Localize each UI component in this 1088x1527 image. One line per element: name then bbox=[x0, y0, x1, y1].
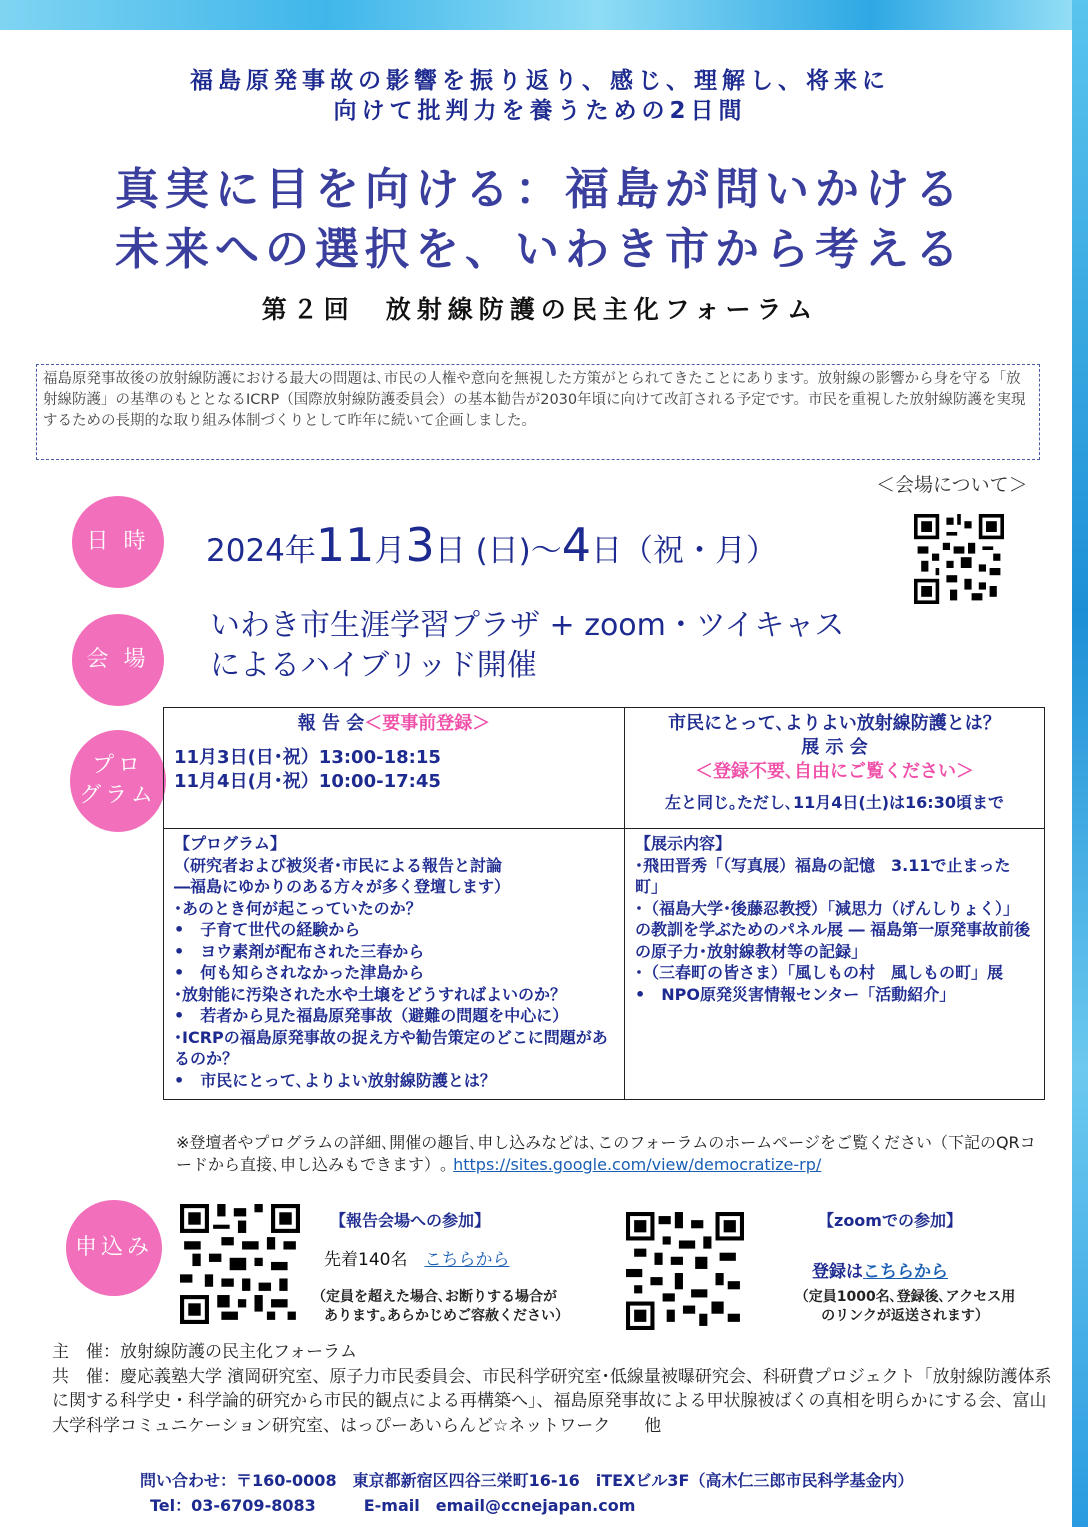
apply-zoom-block: 【zoomでの参加】 登録はこちらから （定員1000名､登録後､アクセス用 のリンクが返送されます） bbox=[794, 1211, 1016, 1324]
venue-info-label: ＜会場について＞ bbox=[876, 474, 1028, 496]
exhibit-header-cell: 市民にとって､よりよい放射線防護とは？ 展 示 会 ＜登録不要､自由にご覧ください＞ 左と同じ｡ただし､11月4日(土)は16:30頃まで bbox=[625, 708, 1045, 829]
organizers: 主 催：放射線防護の民主化フォーラム 共 催：慶応義塾大学 濱岡研究室、原子力市民委員会、市民科学研究室･低線量被曝研究会、科研費プロジェクト「放射線防護体系に関する科学史・科学論的研究から市民的観点による再構築へ」、福島原発事故による甲状腺被ばくの真相を明らかにする会、富山大学科学コミュニケーション研究室、はっぴーあいらんど☆ネットワーク 他 bbox=[52, 1342, 1052, 1436]
apply-label-circle: 申込み bbox=[66, 1200, 162, 1296]
contact-info: 問い合わせ：〒160-0008 東京都新宿区四谷三栄町16-16 iTEXビル3F（高木仁三郎市民科学基金内） Tel：03-6709-8083 E-mail email@ccnejapan.com bbox=[140, 1471, 914, 1515]
venue-qr-code[interactable] bbox=[914, 514, 1004, 604]
program-label-circle: プロ グラム bbox=[70, 730, 166, 832]
report-header-cell: 報 告 会＜要事前登録＞ 11月3日(日･祝）13:00-18:15 11月4日(月･祝）10:00-17:45 bbox=[164, 708, 625, 829]
exhibit-content-cell: 【展示内容】 ･飛田晋秀「（写真展）福島の記憶 3.11で止まった町」 ･（福島大学･後藤忍教授）「減思力（げんしりょく）」の教訓を学ぶためのパネル展 ― 福島第一原発事故前後の原子力･放射線教材等の記録」 ･（三春町の皆さま）「風しもの村 風しもの町」展 • NPO原発災害情報センター「活動紹介」 bbox=[625, 829, 1045, 1100]
datetime-label-circle: 日 時 bbox=[72, 496, 164, 588]
venue-register-link[interactable]: こちらから bbox=[424, 1250, 510, 1270]
details-note: ※登壇者やプログラムの詳細､開催の趣旨､申し込みなどは､このフォーラムのホームページをご覧ください（下記のQRコードから直接､申し込みもできます）｡ https://sites.google.com/view/democratize-rp/ bbox=[176, 1133, 1036, 1174]
program-table bbox=[163, 707, 1045, 1100]
event-date: 2024年11月3日 (日)～4日（祝・月） bbox=[206, 518, 778, 572]
forum-name: 第２回 放射線防護の民主化フォーラム bbox=[261, 295, 819, 324]
zoom-register-link[interactable]: こちらから bbox=[863, 1262, 948, 1282]
intro-box: 福島原発事故後の放射線防護における最大の問題は､市民の人権や意向を無視した方策がとられてきたことにあります。放射線の影響から身を守る「放射線防護」の基準のもととなるICRP（国際放射線防護委員会）の基本勧告が2030年頃に向けて改訂される予定です。市民を重視した放射線防護を実現するための長期的な取り組み体制づくりとして昨年に続いて企画しました。 bbox=[36, 364, 1040, 460]
program-list-cell: 【プログラム】 （研究者および被災者･市民による報告と討論 ―福島にゆかりのある方々が多く登壇します） ･あのとき何が起こっていたのか？ • 子育て世代の経験から • ヨウ素剤が配布された三春から • 何も知らされなかった津島から ･放射能に汚染された水や土壌をどうすればよいのか？ • 若者から見た福島原発事故（避難の問題を中心に） ･ICRPの福島原発事故の捉え方や勧告策定のどこに問題があるのか？ • 市民にとって､よりよい放射線防護とは？ bbox=[164, 829, 625, 1100]
apply-venue-block: 【報告会場への参加】 先着140名 こちらから （定員を超えた場合､お断りする場合が あります｡あらかじめご容赦ください） bbox=[312, 1211, 569, 1324]
right-decorative-band bbox=[1072, 0, 1088, 1527]
top-decorative-band bbox=[0, 0, 1088, 30]
venue-registration-qr-code[interactable] bbox=[180, 1204, 300, 1324]
main-title: 真実に目を向ける：福島が問いかける 未来への選択を、いわき市から考える bbox=[115, 164, 965, 275]
subtitle: 福島原発事故の影響を振り返り、感じ、理解し、将来に 向けて批判力を養うための2日間 bbox=[190, 68, 890, 124]
venue-label-circle: 会 場 bbox=[72, 614, 164, 706]
venue-text: いわき市生涯学習プラザ + zoom・ツイキャスによるハイブリッド開催 bbox=[210, 608, 845, 683]
details-url-link[interactable]: https://sites.google.com/view/democratize-rp/ bbox=[453, 1155, 822, 1174]
